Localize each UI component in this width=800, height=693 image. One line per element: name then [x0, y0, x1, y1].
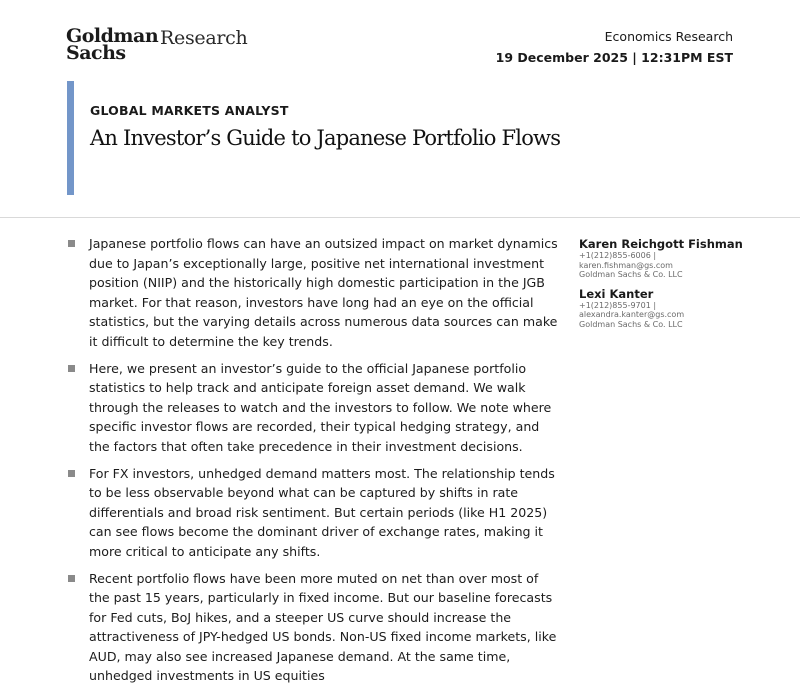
bullet-text: Japanese portfolio flows can have an outsized impact on market dynamics due to Japan’s exceptionally large, positive net international investment position (NIIP) and the historically high domestic participation in the JGB market. For that reason, investors have long had an eye on the official statistics, but the varying details across numerous data sources can make it difficult to determine the key trends. [89, 236, 558, 349]
author-card [579, 237, 779, 280]
bullet-text: Recent portfolio flows have been more muted on net than over most of the past 15 years, particularly in fixed income. But our baseline forecasts for Fed cuts, BoJ hikes, and a steeper US curve should increase the attractiveness of JPY-hedged US bonds. Non-US fixed income markets, like AUD, may also see increased Japanese demand. At the same time, unhedged investments in US equities [89, 570, 557, 684]
author-list [579, 237, 779, 337]
logo-line-2: Sachs [66, 42, 126, 64]
author-name: Lexi Kanter [579, 286, 654, 301]
author-firm: Goldman Sachs & Co. LLC [579, 319, 683, 329]
publish-date: 19 December 2025 | 12:31PM EST [495, 50, 733, 65]
summary-bullet [67, 359, 562, 457]
summary-bullet [67, 464, 562, 562]
author-phone: +1(212)855-9701 | [579, 300, 657, 310]
summary-bullet [67, 569, 562, 687]
author-firm: Goldman Sachs & Co. LLC [579, 270, 683, 280]
logo-line-1: Goldman [66, 25, 159, 47]
author-email[interactable]: alexandra.kanter@gs.com [579, 310, 685, 320]
summary-bullets [67, 234, 562, 693]
summary-bullet [67, 234, 562, 352]
author-card [579, 287, 779, 330]
bullet-text: For FX investors, unhedged demand matters most. The relationship tends to be less observable beyond what can be captured by shifts in rate differentials and broad risk sentiment. But certain periods (like H1 2025) can see flows become the dominant driver of exchange rates, making it more critical to anticipate any shifts. [89, 465, 555, 559]
square-bullet-icon [68, 365, 75, 372]
author-name: Karen Reichgott Fishman [579, 237, 743, 251]
report-meta [496, 28, 733, 68]
bullet-text: Here, we present an investor’s guide to the official Japanese portfolio statistics to help track and anticipate foreign asset demand. We walk through the releases to watch and the investors to follow. We note where specific investor flows are recorded, their typical hedging strategy, and the factors that often take precedence in their investment decisions. [89, 360, 552, 454]
logo-research-label: Research [160, 27, 248, 49]
report-series: GLOBAL MARKETS ANALYST [90, 103, 289, 118]
square-bullet-icon [68, 240, 75, 247]
goldman-sachs-logo [66, 25, 159, 64]
accent-bar [67, 81, 74, 195]
author-phone: +1(212)855-6006 | [579, 251, 657, 260]
department-label: Economics Research [604, 29, 733, 44]
author-email[interactable]: karen.fishman@gs.com [579, 260, 673, 270]
square-bullet-icon [68, 575, 75, 582]
header-divider [0, 217, 800, 218]
square-bullet-icon [68, 470, 75, 477]
report-title: An Investor’s Guide to Japanese Portfolio Flows [90, 126, 561, 150]
